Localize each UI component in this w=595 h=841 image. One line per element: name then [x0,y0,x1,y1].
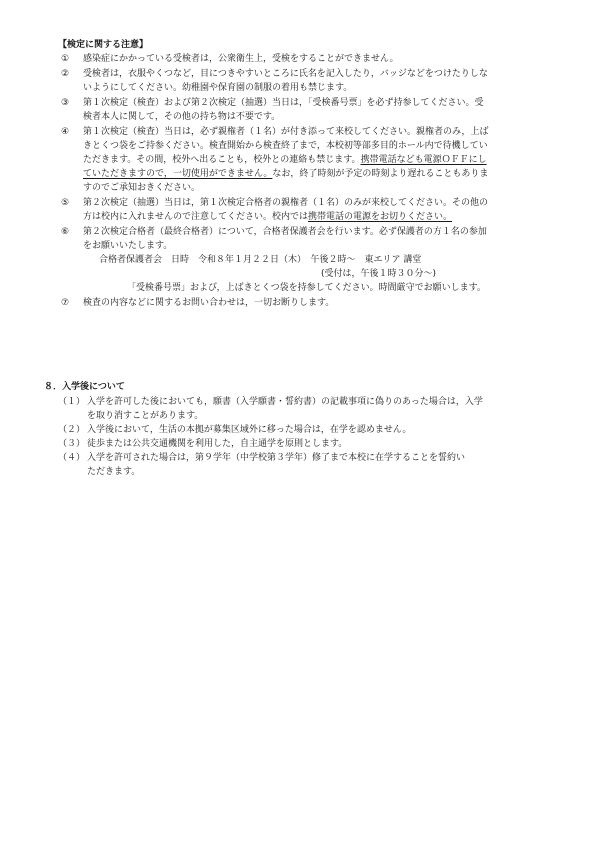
item-line: ただきます。 [87,467,141,477]
item-body [83,125,558,195]
underlined-warning: 携帯電話なども電源ＯＦＦにし [360,155,487,165]
notice-list [58,52,558,311]
notice-heading: 【検定に関する注意】 [58,40,149,50]
item-body [83,67,558,95]
item-line: 第１次検定（検査）および第２次検定（抽選）当日は，「受検番号票」を必ず持参してください。受 [83,98,484,108]
item-number: ⑦ [61,298,70,308]
section-title: ８．入学後について [44,382,125,392]
item-line: 感染症にかかっている受検者は，公衆衛生上，受検をすることができません。 [83,54,399,64]
notice-item-1 [58,52,558,66]
notice-item-3 [58,96,558,124]
item-line: 入学後において，生活の本拠が募集区域外に移った場合は，在学を認めません。 [87,425,412,435]
item-line [83,153,558,167]
item-number: ① [61,54,70,64]
item-number: ⑥ [61,227,70,237]
item-body [83,225,558,295]
item-body [83,196,558,224]
item-number: ④ [61,127,70,137]
item-text: 方は校内に入れませんので注意してください。校内では [83,212,309,222]
item-line: 第２次検定合格者（最終合格者）について，合格者保護者会を行います。必ず保護者の方１名の参加 [83,227,487,237]
item-number: ③ [61,98,70,108]
item-line: きとくつ袋をご持参ください。検査開始から検査終了まで，本校初等部多目的ホール内で待機してい [83,141,488,151]
admission-item-1 [44,395,564,423]
item-body [83,96,558,124]
item-line: を取り消すことがあります。 [87,411,204,421]
item-body [87,395,564,423]
item-text: なお，終了時刻が予定の時刻より遅れることもありま [272,169,489,179]
admission-item-3 [44,437,564,451]
item-body [87,423,564,437]
item-line: 受検者は，衣服やくつなど，目につきやすいところに氏名を記入したり，バッジなどをつけたりしな [83,69,488,79]
item-number: （４） [58,453,86,463]
item-number: （１） [58,397,86,407]
admission-item-4 [44,451,564,479]
meeting-schedule: 合格者保護者会 日時 令和８年１月２２日（木） 午後２時～ 東エリア 講堂 [99,255,422,265]
admission-item-2 [44,423,564,437]
item-body [87,451,564,479]
bring-items-note: 「受検番号票」および，上ばきとくつ袋を持参してください。時間厳守でお願いします。 [127,283,486,293]
item-body [83,52,558,66]
item-body [83,296,558,310]
item-number: ⑤ [61,198,70,208]
notice-item-2 [58,67,558,95]
item-line: をお願いいたします。 [83,241,173,251]
notice-item-7 [58,296,558,310]
notice-item-4 [58,125,558,195]
item-line: 検者本人に関して，その他の持ち物は不要です。 [83,112,281,122]
item-line: 検査の内容などに関するお問い合わせは，一切お断りします。 [83,298,335,308]
item-number: ② [61,69,70,79]
item-line [83,167,558,181]
item-line: 入学を許可した後においても，願書（入学願書・誓約書）の記載事項に偽りのあった場合は，入学 [87,397,483,407]
item-line: 第２次検定（抽選）当日は，第１次検定合格者の親権者（１名）のみが来校してください。その他の [83,198,489,208]
item-line: 第１次検定（検査）当日は，必ず親権者（１名）が付き添って来校してください。親権者のみ，上ば [83,127,489,137]
item-line: いようにしてください。幼稚園や保育園の制服の着用も禁じます。 [83,83,353,93]
item-number: （２） [58,425,86,435]
notice-item-6 [58,225,558,295]
underlined-warning: 携帯電話の電源をお切りください。 [308,212,453,222]
item-line: すのでご承知おきください。 [83,183,201,193]
admission-list [44,395,564,479]
underlined-warning: ていただきますので，一切使用ができません。 [83,169,273,179]
notice-item-5 [58,196,558,224]
item-text: ただきます。その間，校外へ出ることも，校外との連絡も禁じます。 [83,155,361,165]
item-line: 入学を許可された場合は，第９学年（中学校第３学年）修了まで本校に在学することを誓約い [87,453,466,463]
item-number: （３） [58,439,86,449]
item-line: 徒歩または公共交通機関を利用した，自主通学を原則とします。 [87,439,348,449]
item-line [83,210,558,224]
reception-time: (受付は，午後１時３０分～) [321,269,437,279]
item-body [87,437,564,451]
